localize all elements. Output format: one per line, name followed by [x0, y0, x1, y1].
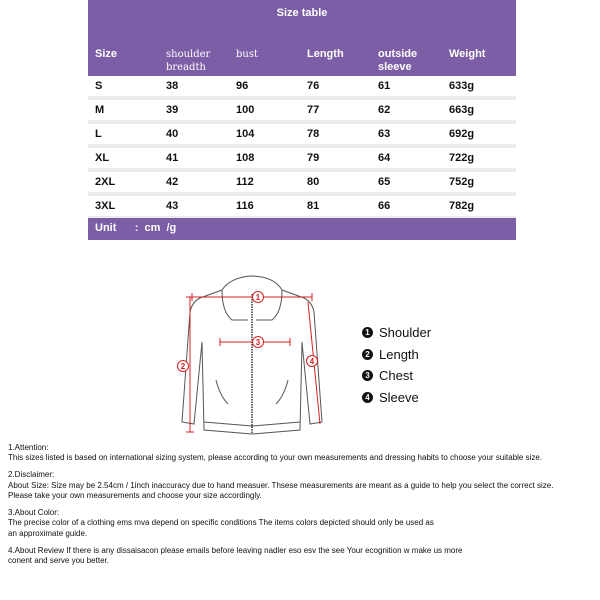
- column-header: shoulder breadth: [166, 49, 211, 73]
- note-line: Please take your own measurements and choose your size accordingly.: [8, 491, 262, 501]
- table-row: [88, 148, 516, 168]
- table-cell: 64: [378, 152, 391, 164]
- svg-text:3: 3: [255, 337, 261, 347]
- table-cell: 76: [307, 80, 320, 92]
- table-row: [88, 196, 516, 216]
- table-cell: 663g: [449, 104, 475, 116]
- table-cell: M: [95, 104, 105, 116]
- table-cell: 782g: [449, 200, 475, 212]
- size-table: [88, 0, 516, 240]
- table-cell: 43: [166, 200, 179, 212]
- legend-label: Shoulder: [379, 325, 432, 341]
- table-cell: 100: [236, 104, 255, 116]
- table-cell: 41: [166, 152, 179, 164]
- table-cell: 108: [236, 152, 255, 164]
- legend-number-badge: 3: [362, 370, 373, 381]
- column-header: Size: [95, 48, 118, 60]
- note-block: [8, 443, 598, 464]
- legend-item: [362, 322, 431, 344]
- column-header: outside sleeve: [378, 48, 418, 73]
- table-row: [88, 100, 516, 120]
- legend-label: Length: [379, 346, 419, 362]
- unit-label: Unit : cm /g: [95, 222, 177, 234]
- marker-1: [253, 292, 264, 303]
- note-line: The precise color of a clothing ems mva depend on specific conditions The items colors depicted should only be used as: [8, 518, 434, 528]
- legend-number-badge: 1: [362, 327, 373, 338]
- table-row: [88, 172, 516, 192]
- marker-2: [178, 361, 189, 372]
- legend-item: [362, 344, 431, 366]
- table-cell: XL: [95, 152, 110, 164]
- notes-section: [8, 443, 598, 573]
- measurement-legend: [362, 322, 431, 408]
- column-header: Length: [307, 48, 344, 60]
- table-cell: 104: [236, 128, 255, 140]
- table-unit-row: [88, 218, 516, 240]
- table-row: [88, 76, 516, 96]
- table-cell: 692g: [449, 128, 475, 140]
- note-block: [8, 470, 598, 501]
- legend-number-badge: 4: [362, 392, 373, 403]
- marker-4: [307, 356, 318, 367]
- table-cell: 62: [378, 104, 391, 116]
- table-cell: 79: [307, 152, 320, 164]
- column-header: Weight: [449, 48, 486, 60]
- column-header: bust: [236, 49, 258, 60]
- legend-item: [362, 365, 431, 387]
- svg-text:2: 2: [180, 361, 186, 371]
- table-cell: 42: [166, 176, 179, 188]
- table-cell: 39: [166, 104, 179, 116]
- note-block: [8, 508, 598, 539]
- table-cell: L: [95, 128, 102, 140]
- table-cell: 752g: [449, 176, 475, 188]
- table-cell: 38: [166, 80, 179, 92]
- measure-lines: [186, 293, 320, 432]
- table-cell: 63: [378, 128, 391, 140]
- table-cell: 96: [236, 80, 249, 92]
- table-cell: 3XL: [95, 200, 116, 212]
- table-cell: 116: [236, 200, 254, 212]
- table-cell: 80: [307, 176, 320, 188]
- table-cell: 633g: [449, 80, 475, 92]
- note-line: conent and serve you better.: [8, 556, 109, 566]
- table-cell: 66: [378, 200, 391, 212]
- note-line: This sizes listed is based on international sizing system, please according to your own measurements and dressing habits to choose your suitable size.: [8, 453, 543, 463]
- legend-label: Chest: [379, 368, 413, 384]
- note-line: 4.About Review If there is any dissaisacon please emails before leaving nadler eso esv the see Your ecognition w make us more: [8, 545, 463, 555]
- legend-item: [362, 387, 431, 409]
- table-cell: 2XL: [95, 176, 116, 188]
- note-block: [8, 546, 598, 567]
- table-header-row: [88, 34, 516, 76]
- note-line: 3.About Color:: [8, 508, 60, 518]
- measure-markers: [178, 292, 318, 372]
- table-cell: 40: [166, 128, 179, 140]
- note-line: About Size: Size may be 2.54cm / 1inch inaccuracy due to hand measuer. Thsese measurements are meant as a guide to help you select the correct size.: [8, 480, 554, 490]
- table-cell: 81: [307, 200, 320, 212]
- table-cell: 61: [378, 80, 391, 92]
- note-line: 2.Disclaimer:: [8, 470, 55, 480]
- table-cell: 112: [236, 176, 254, 188]
- note-line: an approximate guide.: [8, 528, 88, 538]
- legend-number-badge: 2: [362, 349, 373, 360]
- table-row: [88, 124, 516, 144]
- note-line: 1.Attention:: [8, 443, 49, 452]
- svg-text:1: 1: [255, 292, 261, 302]
- table-cell: S: [95, 80, 103, 92]
- table-cell: 722g: [449, 152, 475, 164]
- table-title: Size table: [88, 0, 516, 34]
- legend-label: Sleeve: [379, 389, 419, 405]
- table-cell: 77: [307, 104, 320, 116]
- marker-3: [253, 337, 264, 348]
- table-cell: 78: [307, 128, 320, 140]
- table-cell: 65: [378, 176, 391, 188]
- table-body: [88, 76, 516, 218]
- svg-text:4: 4: [309, 356, 315, 366]
- jacket-measurement-diagram: [170, 272, 335, 447]
